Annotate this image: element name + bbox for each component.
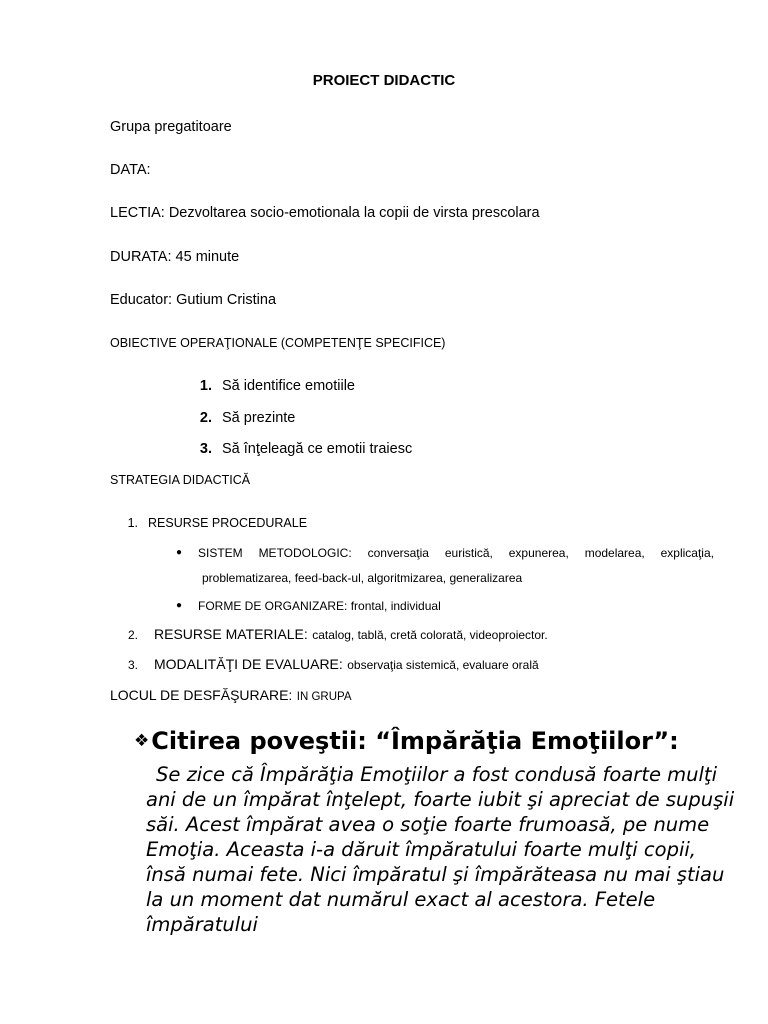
methodological-line1: conversaţia euristică, expunerea, modelarea, explicaţia, <box>367 546 714 560</box>
educator-line <box>110 292 276 308</box>
story-title: Citirea poveştii: “Împărăţia Emoţiilor”: <box>151 727 679 755</box>
group-line: Grupa pregatitoare <box>110 119 232 135</box>
resource-evaluation <box>116 656 539 674</box>
duration-value: 45 minute <box>175 249 240 265</box>
objective-item <box>186 441 412 457</box>
strategy-heading: STRATEGIA DIDACTICĂ <box>110 473 251 487</box>
educator-label: Educator: <box>110 292 173 308</box>
bullet-icon: ● <box>176 547 183 558</box>
resource-number: 3. <box>127 658 138 672</box>
objective-text: Să identifice emotiile <box>222 378 355 394</box>
organization-label: FORME DE ORGANIZARE: <box>198 599 348 613</box>
objective-text: Să prezinte <box>222 410 296 426</box>
resource-value: observaţia sistemică, evaluare orală <box>347 658 539 672</box>
lesson-label: LECTIA: <box>110 205 165 221</box>
objective-number: 2. <box>199 410 212 426</box>
resource-number: 1. <box>127 516 138 530</box>
lesson-line <box>110 205 540 221</box>
resource-label: MODALITĂŢI DE EVALUARE: <box>154 656 343 672</box>
objectives-heading: OBIECTIVE OPERAŢIONALE (COMPETENŢE SPECIFICE) <box>110 336 446 350</box>
objective-item <box>186 378 355 394</box>
story-title-line <box>134 727 679 755</box>
organization-item <box>176 593 441 619</box>
objective-number: 3. <box>199 441 212 457</box>
page-title: PROIECT DIDACTIC <box>312 72 456 89</box>
resource-procedural <box>116 516 307 530</box>
diamond-bullet-icon: ❖ <box>134 731 150 751</box>
resource-material <box>116 626 548 644</box>
educator-value: Gutium Cristina <box>176 292 277 308</box>
story-paragraph <box>146 762 736 937</box>
methodological-line2: problematizarea, feed-back-ul, algoritmizarea, generalizarea <box>202 571 523 585</box>
objective-number: 1. <box>199 378 212 394</box>
resource-number: 2. <box>127 628 138 642</box>
duration-line <box>110 249 239 265</box>
objective-text: Să înţeleagă ce emotii traiesc <box>222 441 413 457</box>
resource-label: RESURSE PROCEDURALE <box>148 516 308 530</box>
lesson-value: Dezvoltarea socio-emotionala la copii de virsta prescolara <box>168 205 540 221</box>
resource-label: RESURSE MATERIALE: <box>154 626 308 642</box>
objective-item <box>186 410 295 426</box>
location-label: LOCUL DE DESFĂŞURARE: <box>110 687 293 703</box>
resource-value: catalog, tablă, cretă colorată, videoproiector. <box>312 628 548 642</box>
duration-label: DURATA: <box>110 249 172 265</box>
methodological-label: SISTEM METODOLOGIC: <box>198 546 352 560</box>
date-label: DATA: <box>110 162 151 178</box>
location-line <box>110 687 352 705</box>
story-text: Se zice că Împărăţia Emoţiilor a fost condusă foarte mulţi ani de un împărat înţelept, foarte iubit şi apreciat de supuşii săi. Acest împărat avea o soţie foarte frumoasă, pe nume Emoţia. Aceasta i-a dăruit împăratului foarte mulţi copii, însă numai fete. Nici împăratul şi împărăteasa nu mai ştiau la un moment dat numărul exact al acestora. Fetele împăratului <box>146 763 735 936</box>
location-value: IN GRUPA <box>296 691 352 703</box>
organization-value: frontal, individual <box>350 599 441 613</box>
methodological-item <box>176 540 714 591</box>
bullet-icon: ● <box>176 600 183 611</box>
